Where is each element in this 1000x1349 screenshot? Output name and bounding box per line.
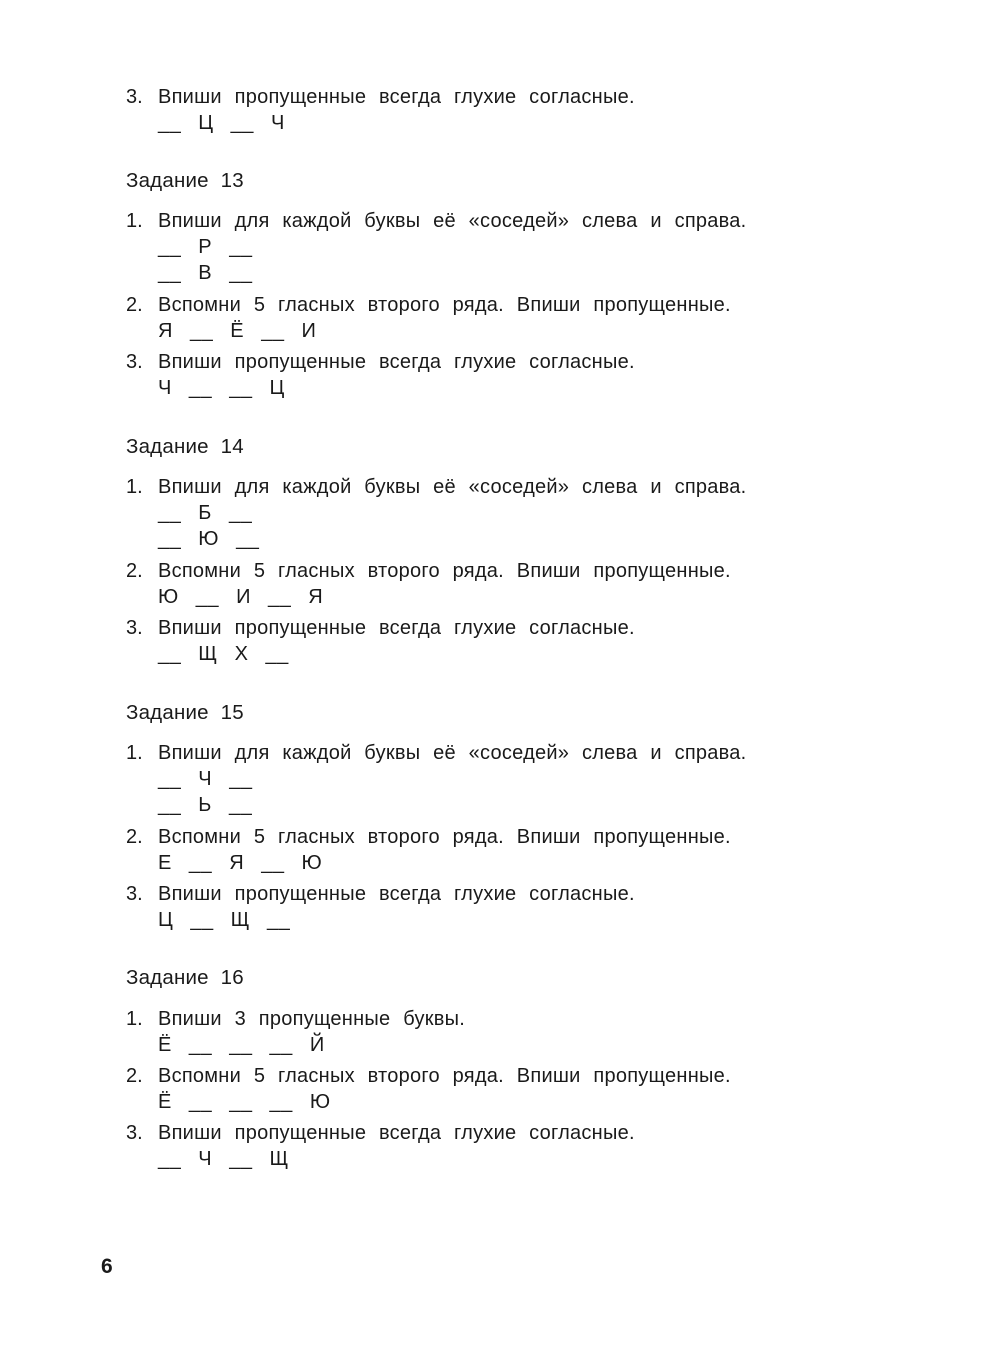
item-answer-line: __ Ц __ Ч xyxy=(158,112,285,134)
item-number: 2. xyxy=(126,826,143,848)
item-question: Вспомни 5 гласных второго ряда. Впиши пропущенные. xyxy=(158,1065,731,1087)
item-answer-line: __ Р __ xyxy=(158,236,253,258)
item-number: 1. xyxy=(126,476,143,498)
exercise-item xyxy=(126,824,731,876)
item-question: Впиши для каждой буквы её «соседей» слева и справа. xyxy=(158,210,747,232)
exercise-item xyxy=(126,349,635,401)
exercise-item xyxy=(126,84,635,136)
item-question: Вспомни 5 гласных второго ряда. Впиши пропущенные. xyxy=(158,560,731,582)
exercise-item xyxy=(126,615,635,667)
exercise-item xyxy=(126,474,747,552)
exercise-item xyxy=(126,558,731,610)
item-answer-line: Е __ Я __ Ю xyxy=(158,852,323,874)
item-answer-line: Ю __ И __ Я xyxy=(158,586,324,608)
item-question: Впиши пропущенные всегда глухие согласные. xyxy=(158,617,635,639)
item-number: 3. xyxy=(126,617,143,639)
item-number: 1. xyxy=(126,210,143,232)
item-answer-line: Ё __ __ __ Й xyxy=(158,1034,325,1056)
item-question: Впиши для каждой буквы её «соседей» слева и справа. xyxy=(158,476,747,498)
item-number: 2. xyxy=(126,560,143,582)
page-number: 6 xyxy=(101,1255,113,1278)
item-answer-line: __ Щ Х __ xyxy=(158,643,289,665)
exercise-item xyxy=(126,740,747,818)
task-title: Задание 16 xyxy=(126,966,244,989)
item-question: Вспомни 5 гласных второго ряда. Впиши пропущенные. xyxy=(158,294,731,316)
item-number: 1. xyxy=(126,742,143,764)
item-question: Впиши пропущенные всегда глухие согласные. xyxy=(158,883,635,905)
item-answer-line: Ц __ Щ __ xyxy=(158,909,291,931)
item-number: 1. xyxy=(126,1008,143,1030)
item-question: Вспомни 5 гласных второго ряда. Впиши пропущенные. xyxy=(158,826,731,848)
item-answer-line: __ Б __ xyxy=(158,502,253,524)
item-question: Впиши пропущенные всегда глухие согласные. xyxy=(158,1122,635,1144)
task-title: Задание 14 xyxy=(126,435,244,458)
item-answer-line: __ Ч __ xyxy=(158,768,253,790)
task-title: Задание 15 xyxy=(126,701,244,724)
item-number: 3. xyxy=(126,86,143,108)
item-number: 3. xyxy=(126,883,143,905)
item-answer-line: __ Ь __ xyxy=(158,794,253,816)
item-number: 3. xyxy=(126,351,143,373)
item-question: Впиши для каждой буквы её «соседей» слева и справа. xyxy=(158,742,747,764)
item-answer-line: __ Ю __ xyxy=(158,528,260,550)
exercise-item xyxy=(126,208,747,286)
exercise-item xyxy=(126,1063,731,1115)
item-answer-line: Я __ Ё __ И xyxy=(158,320,317,342)
exercise-item xyxy=(126,292,731,344)
item-question: Впиши пропущенные всегда глухие согласные. xyxy=(158,351,635,373)
item-answer-line: Ё __ __ __ Ю xyxy=(158,1091,331,1113)
exercise-item xyxy=(126,1120,635,1172)
item-number: 2. xyxy=(126,1065,143,1087)
item-number: 2. xyxy=(126,294,143,316)
item-answer-line: __ В __ xyxy=(158,262,253,284)
item-answer-line: Ч __ __ Ц xyxy=(158,377,285,399)
item-number: 3. xyxy=(126,1122,143,1144)
item-answer-line: __ Ч __ Щ xyxy=(158,1148,289,1170)
exercise-item xyxy=(126,881,635,933)
item-question: Впиши пропущенные всегда глухие согласные. xyxy=(158,86,635,108)
exercise-item xyxy=(126,1006,465,1058)
item-question: Впиши 3 пропущенные буквы. xyxy=(158,1008,466,1030)
task-title: Задание 13 xyxy=(126,169,244,192)
